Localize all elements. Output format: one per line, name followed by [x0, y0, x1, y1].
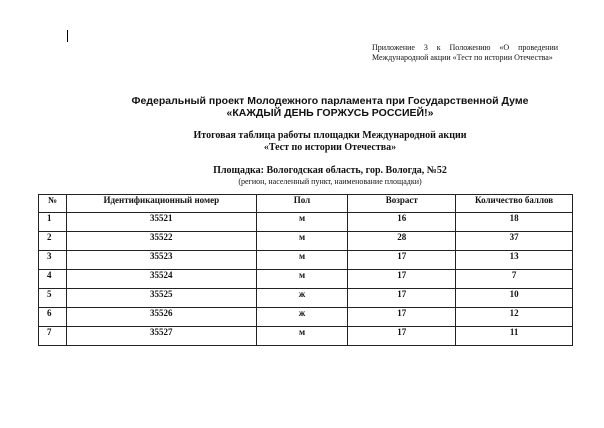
cell-age: 16: [348, 213, 456, 232]
cell-gender: м: [256, 232, 348, 251]
results-table: [38, 194, 573, 346]
cell-id: 35527: [66, 327, 256, 346]
cell-number: 4: [39, 270, 67, 289]
table-title-line1: Итоговая таблица работы площадки Международной акции: [193, 130, 467, 141]
cell-score: 7: [456, 270, 573, 289]
cell-number: 7: [39, 327, 67, 346]
table-row: [39, 270, 573, 289]
cell-gender: м: [256, 327, 348, 346]
cell-id: 35526: [66, 308, 256, 327]
table-row: [39, 213, 573, 232]
cell-score: 10: [456, 289, 573, 308]
table-title: [60, 130, 600, 154]
cell-gender: м: [256, 251, 348, 270]
project-header: [60, 95, 600, 119]
cell-gender: ж: [256, 289, 348, 308]
header-id: Идентификационный номер: [66, 195, 256, 213]
cell-id: 35524: [66, 270, 256, 289]
cell-age: 28: [348, 232, 456, 251]
project-title: Федеральный проект Молодежного парламента при Государственной Думе: [131, 95, 529, 107]
appendix-note: Приложение 3 к Положению «О проведении Международной акции «Тест по истории Отечества»: [372, 43, 558, 62]
cell-number: 3: [39, 251, 67, 270]
table-row: [39, 251, 573, 270]
cell-gender: ж: [256, 308, 348, 327]
cell-gender: м: [256, 270, 348, 289]
table-row: [39, 308, 573, 327]
table-row: [39, 289, 573, 308]
text-cursor: [67, 30, 68, 42]
cell-number: 1: [39, 213, 67, 232]
venue-line: Площадка: Вологодская область, гор. Вологда, №52: [213, 165, 447, 176]
cell-id: 35522: [66, 232, 256, 251]
cell-number: 5: [39, 289, 67, 308]
table-header-row: [39, 195, 573, 213]
cell-age: 17: [348, 251, 456, 270]
cell-score: 11: [456, 327, 573, 346]
cell-score: 18: [456, 213, 573, 232]
header-gender: Пол: [256, 195, 348, 213]
cell-age: 17: [348, 289, 456, 308]
cell-age: 17: [348, 327, 456, 346]
header-score: Количество баллов: [456, 195, 573, 213]
cell-score: 37: [456, 232, 573, 251]
cell-number: 6: [39, 308, 67, 327]
header-number: №: [39, 195, 67, 213]
table-row: [39, 232, 573, 251]
table-row: [39, 327, 573, 346]
venue-hint: (регион, населенный пункт, наименование площадки): [238, 177, 422, 186]
cell-id: 35521: [66, 213, 256, 232]
cell-id: 35525: [66, 289, 256, 308]
cell-score: 13: [456, 251, 573, 270]
cell-age: 17: [348, 308, 456, 327]
cell-id: 35523: [66, 251, 256, 270]
header-age: Возраст: [348, 195, 456, 213]
cell-score: 12: [456, 308, 573, 327]
table-title-line2: «Тест по истории Отечества»: [263, 142, 397, 153]
cell-gender: м: [256, 213, 348, 232]
cell-age: 17: [348, 270, 456, 289]
project-slogan: «КАЖДЫЙ ДЕНЬ ГОРЖУСЬ РОССИЕЙ!»: [226, 107, 434, 119]
cell-number: 2: [39, 232, 67, 251]
